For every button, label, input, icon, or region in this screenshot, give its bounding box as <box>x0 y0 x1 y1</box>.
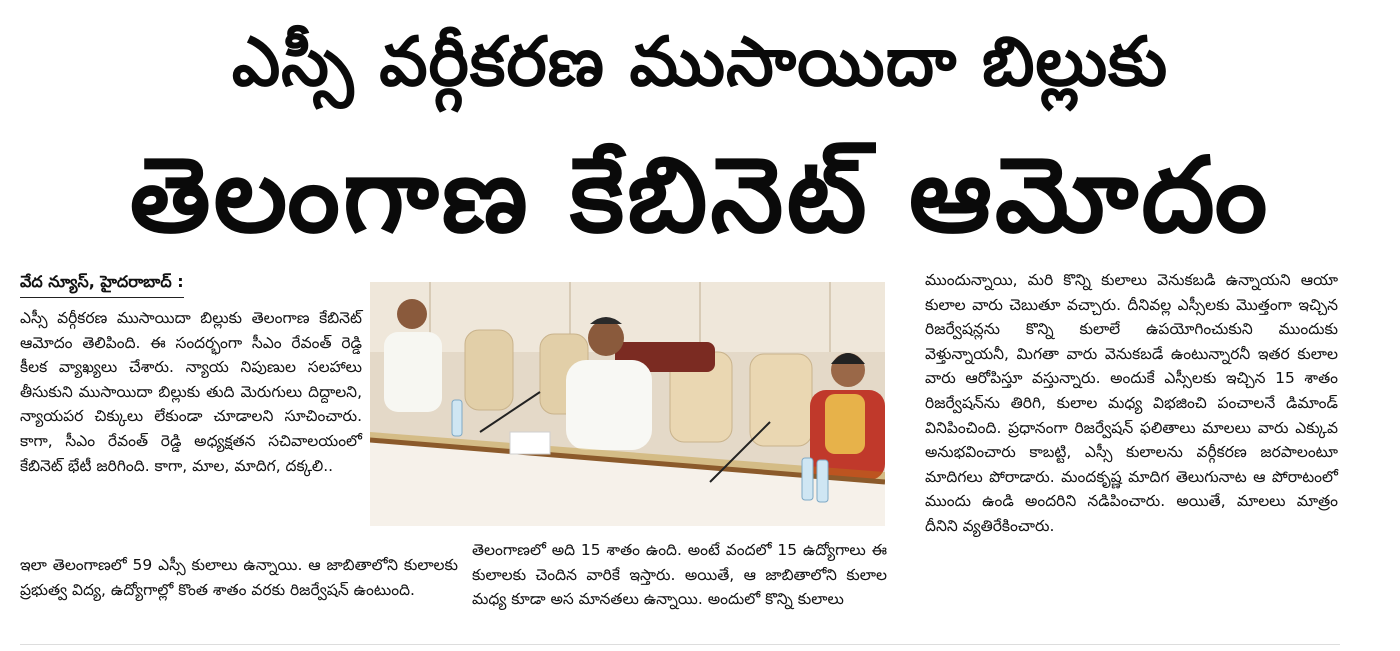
photo-illustration <box>370 282 885 526</box>
headline-line-1: ఎస్సీ వర్గీకరణ ముసాయిదా బిల్లుకు <box>231 23 1169 102</box>
article-paragraph: ఎస్సీ వర్గీకరణ ముసాయిదా బిల్లుకు తెలంగాణ కేబినెట్ ఆమోదం తెలిపింది. ఈ సందర్భంగా సీఎం రేవంత్ రెడ్డి కీలక వ్యాఖ్యలు చేశారు. న్యాయ నిపుణుల సలహాలు తీసుకుని ముసాయిదా బిల్లుకు తుది మెరుగులు దిద్దాలని, న్యాయపర చిక్కులు లేకుండా చూడాలని సూచించారు. కాగా, సీఎం రేవంత్ రెడ్డి అధ్యక్షతన సచివాలయంలో కేబినెట్ భేటీ జరిగింది. కాగా, మాల, మాదిగ, దక్కలి.. <box>20 309 362 475</box>
article-paragraph: తెలంగాణలో అది 15 శాతం ఉంది. అంటే వందలో 15 ఉద్యోగాలు ఈ కులాలకు చెందిన వారికే ఇస్తారు. అయితే, ఆ జాబితాలోని కులాల మధ్య కూడా అస మానతలు ఉన్నాయి. అందులో కొన్ని కులాలు <box>472 541 887 609</box>
article-column-left-top <box>20 306 362 478</box>
bottom-divider <box>20 644 1340 645</box>
cabinet-meeting-photo <box>370 282 885 526</box>
article-paragraph: ఇలా తెలంగాణలో 59 ఎస్సీ కులాలు ఉన్నాయి. ఆ జాబితాలోని కులాలకు ప్రభుత్వ విద్య, ఉద్యోగాల్లో కొంత శాతం వరకు రిజర్వేషన్ ఉంటుంది. <box>20 556 458 599</box>
dateline: వేద న్యూస్, హైదరాబాద్ : <box>20 272 184 298</box>
article-column-left-bottom <box>20 553 458 602</box>
article-paragraph: ముందున్నాయి, మరి కొన్ని కులాలు వెనుకబడి ఉన్నాయని ఆయా కులాల వారు చెబుతూ వచ్చారు. దీనివల్ల ఎస్సీలకు మొత్తంగా ఇచ్చిన రిజర్వేషన్లను కొన్ని కులాలే ఉపయోగించుకుని ముందుకు వెళ్తున్నాయనీ, మిగతా వారు వెనుకబడే ఉంటున్నారనీ ఇతర కులాల వారు ఆరోపిస్తూ వస్తున్నారు. అందుకే ఎస్సీలకు ఇచ్చిన 15 శాతం రిజర్వేషన్‌ను తిరిగి, కులాల మధ్య విభజించి పంచాలనే డిమాండ్ వినిపించింది. ప్రధానంగా రిజర్వేషన్ ఫలితాలు మాలలు వారు ఎక్కువ అనుభవించారు కాబట్టి, ఎస్సీ కులాలను వర్గీకరణ జరపాలంటూ మాదిగలు పోరాడారు. మందకృష్ణ మాదిగ తెలుగునాట ఆ పోరాటంలో ముందు ఉండి అందరిని నడిపించారు. అయితే, మాలలు మాత్రం దీనిని వ్యతిరేకించారు. <box>925 271 1338 535</box>
headline-line-2: తెలంగాణ కేబినెట్ ఆమోదం <box>129 134 1271 256</box>
article-column-middle <box>472 538 887 612</box>
article-column-right <box>925 268 1338 539</box>
